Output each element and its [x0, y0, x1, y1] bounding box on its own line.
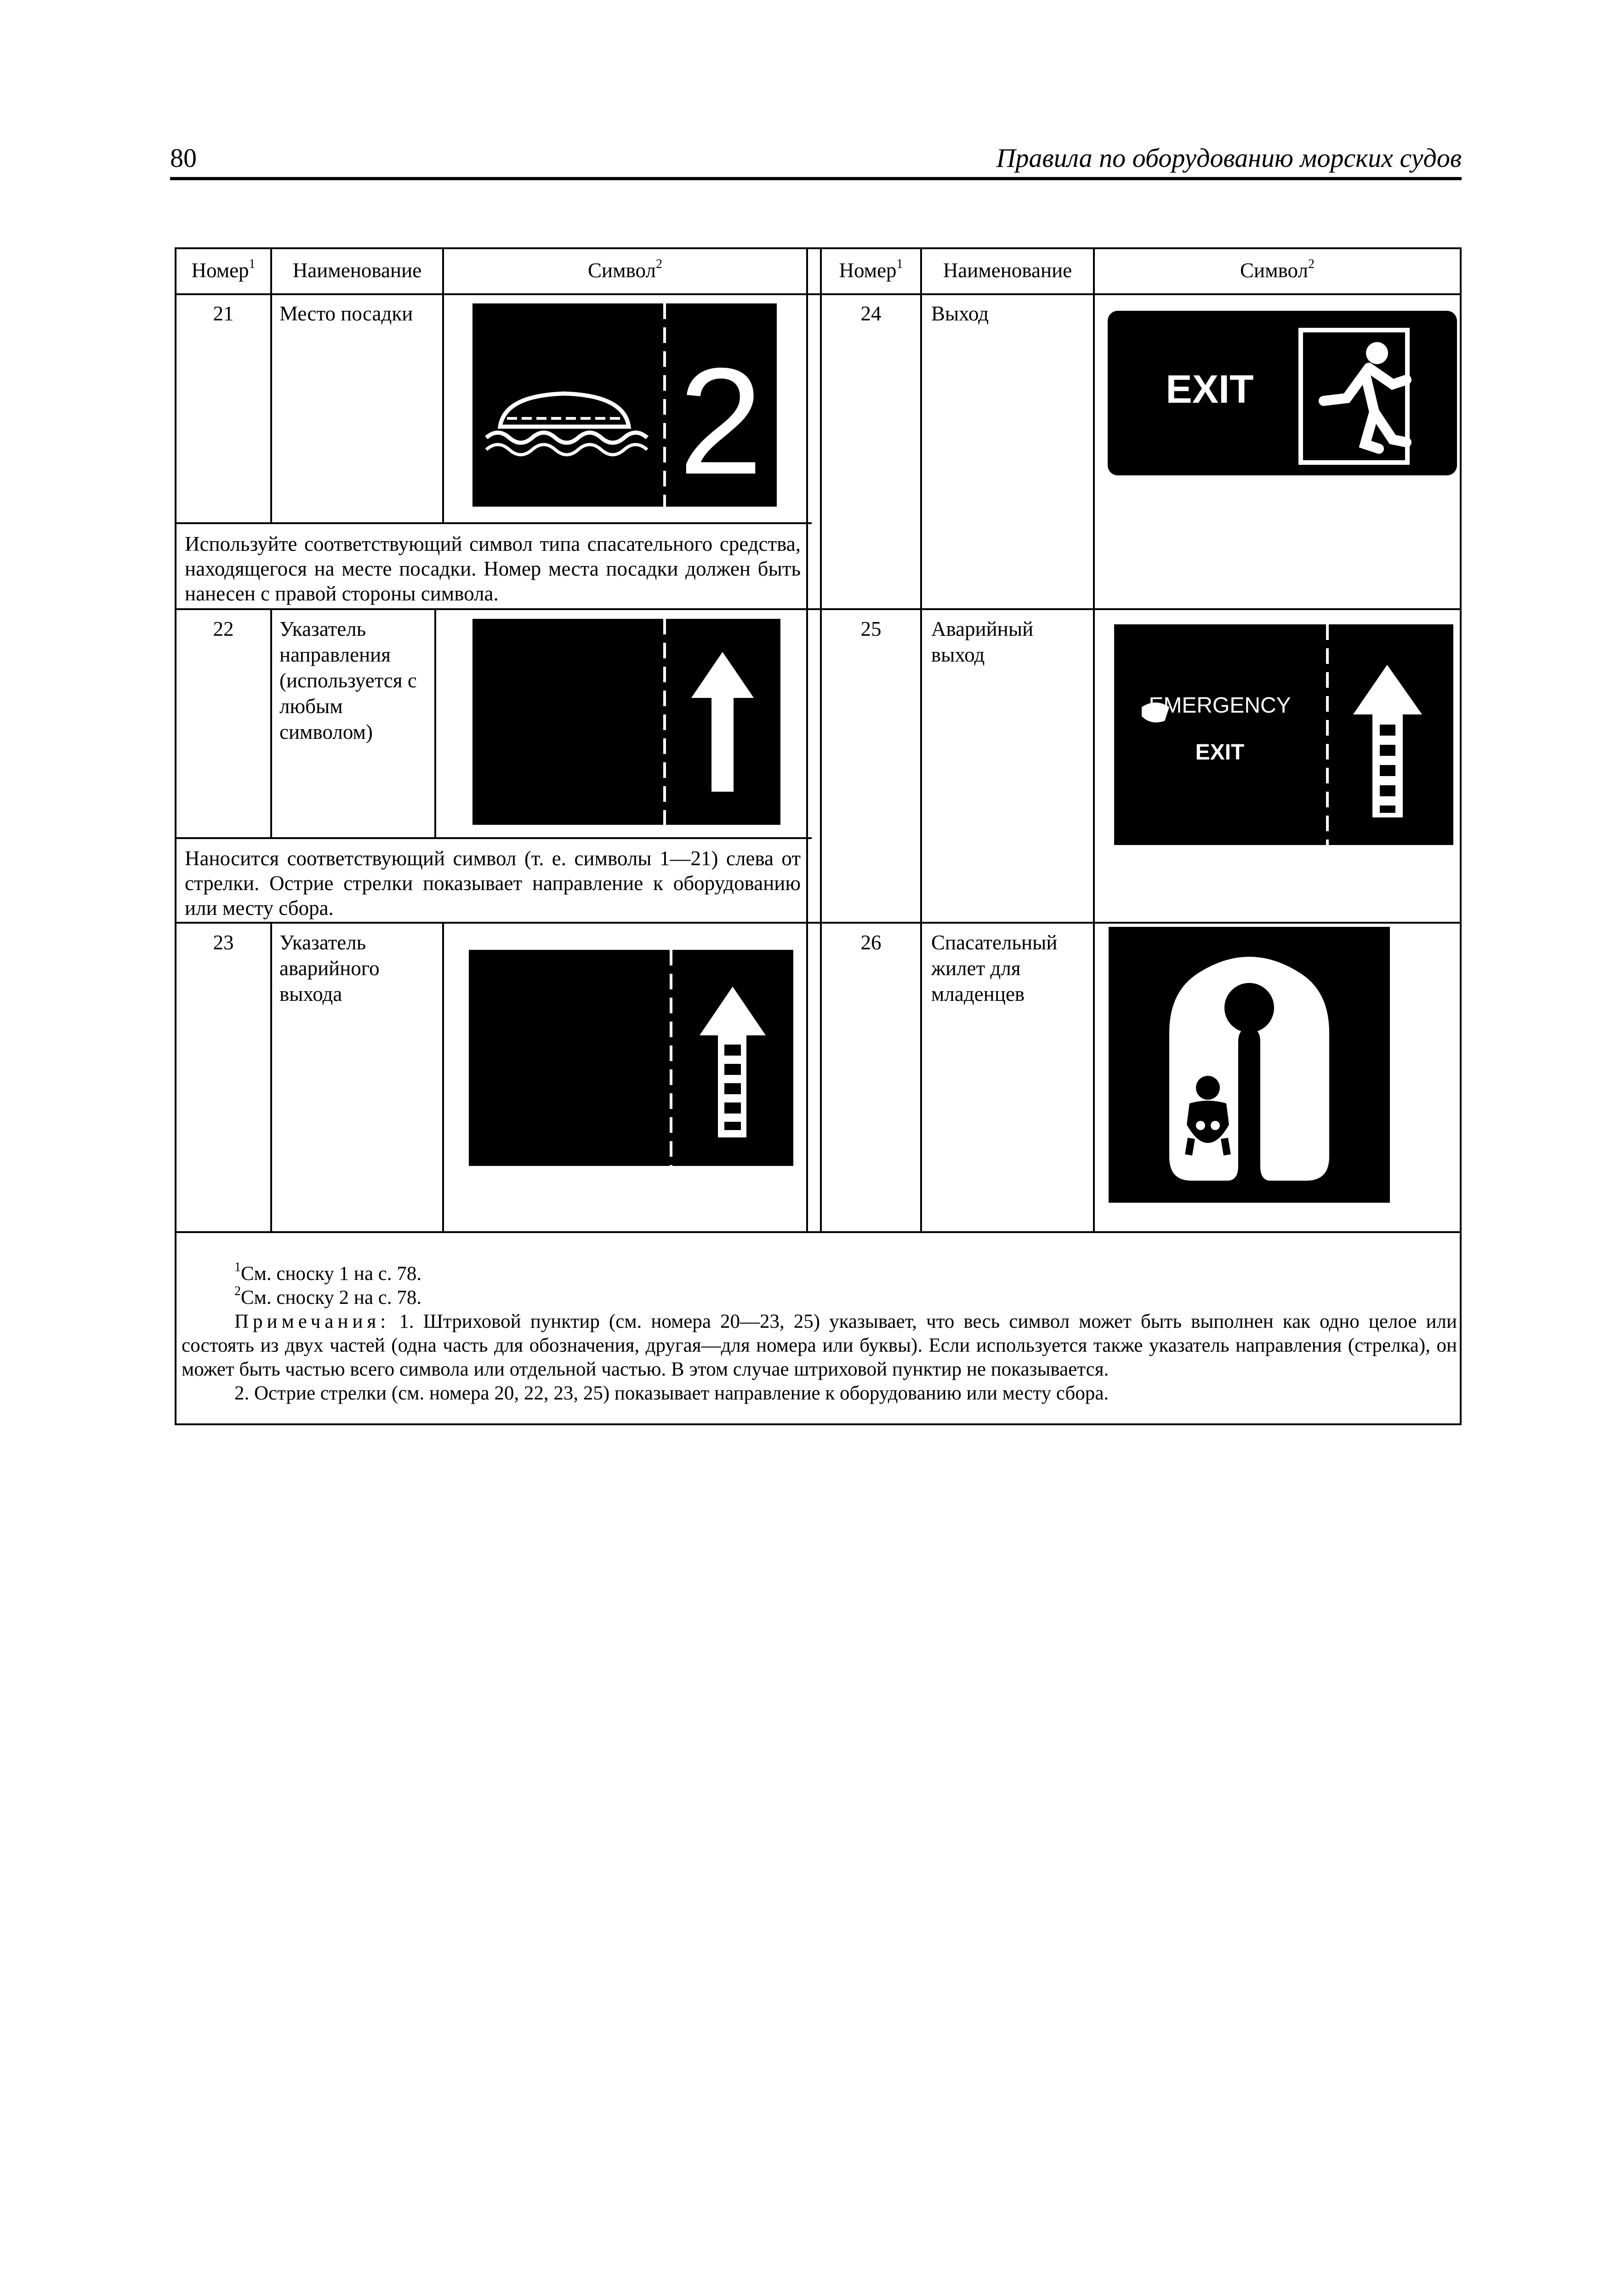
embarkation-station-icon — [472, 303, 777, 507]
row-23-number: 23 — [213, 931, 234, 954]
emergency-exit-sign-text: EXIT — [1195, 740, 1245, 765]
escape-route-arrow-icon — [469, 950, 793, 1166]
col-header-name-right: Наименование — [943, 259, 1072, 282]
col-header-symbol-right: Символ$^2$ — [1240, 257, 1315, 282]
footnote-1: $^1$См. сноску 1 на с. 78. — [234, 1260, 422, 1285]
symbols-table — [175, 247, 1462, 1425]
row-25-name: Аварийный выход — [931, 617, 1034, 666]
direction-arrow-icon — [472, 619, 780, 825]
note-1: Примечания: 1. Штриховой пунктир (см. номера 20—23, 25) указывает, что весь символ может быть выполнен как одно целое или состоять из двух частей (одна часть для обозначения, другая—для номера или буквы). Если используется также указатель направления (стрелка), он может быть частью всего символа или отдельной частью. В этом случае штриховой пунктир не показывается. — [182, 1311, 1457, 1380]
footnote-2: $^2$См. сноску 2 на с. 78. — [234, 1284, 422, 1308]
row-25-number: 25 — [860, 617, 882, 640]
exit-running-man-icon — [1108, 311, 1457, 475]
infant-lifejacket-icon — [1109, 927, 1390, 1203]
row-22-note: Наносится соответствующий символ (т. е. символы 1—21) слева от стрелки. Острие стрелки показывает направление к оборудованию или месту сбора. — [185, 847, 801, 920]
emergency-exit-icon — [1114, 624, 1453, 845]
note-2: 2. Острие стрелки (см. номера 20, 22, 23, 25) показывает направление к оборудованию или месту сбора. — [234, 1382, 1109, 1404]
row-24-number: 24 — [860, 302, 882, 325]
col-header-name-left: Наименование — [292, 259, 422, 282]
row-26-number: 26 — [860, 931, 882, 954]
row-26-name: Спасательный жилет для младенцев — [931, 931, 1058, 1005]
row-22-number: 22 — [213, 617, 234, 640]
row-21-number: 21 — [213, 302, 234, 325]
row-22-name: Указатель направления (используется с любым символом) — [279, 617, 417, 743]
row-23-name: Указатель аварийного выхода — [279, 931, 380, 1005]
page-header — [170, 138, 1462, 179]
header-rule — [170, 177, 1462, 180]
exit-sign-text: EXIT — [1166, 367, 1254, 411]
embarkation-station-digit: 2 — [678, 336, 763, 506]
row-21-name: Место посадки — [279, 302, 413, 325]
row-21-note: Используйте соответствующий символ типа спасательного средства, находящегося на месте посадки. Номер места посадки должен быть нанесен с правой стороны символа. — [185, 532, 801, 605]
col-header-symbol-left: Символ$^2$ — [588, 257, 662, 282]
col-header-number-right: Номер$^1$ — [839, 257, 903, 282]
col-header-number-left: Номер$^1$ — [191, 257, 256, 282]
footnotes — [182, 1262, 1457, 1405]
running-title: Правила по оборудованию морских судов — [996, 143, 1462, 173]
row-24-name: Выход — [931, 302, 989, 325]
page-number: 80 — [170, 143, 197, 173]
emergency-sign-text: EMERGENCY — [1149, 693, 1291, 718]
